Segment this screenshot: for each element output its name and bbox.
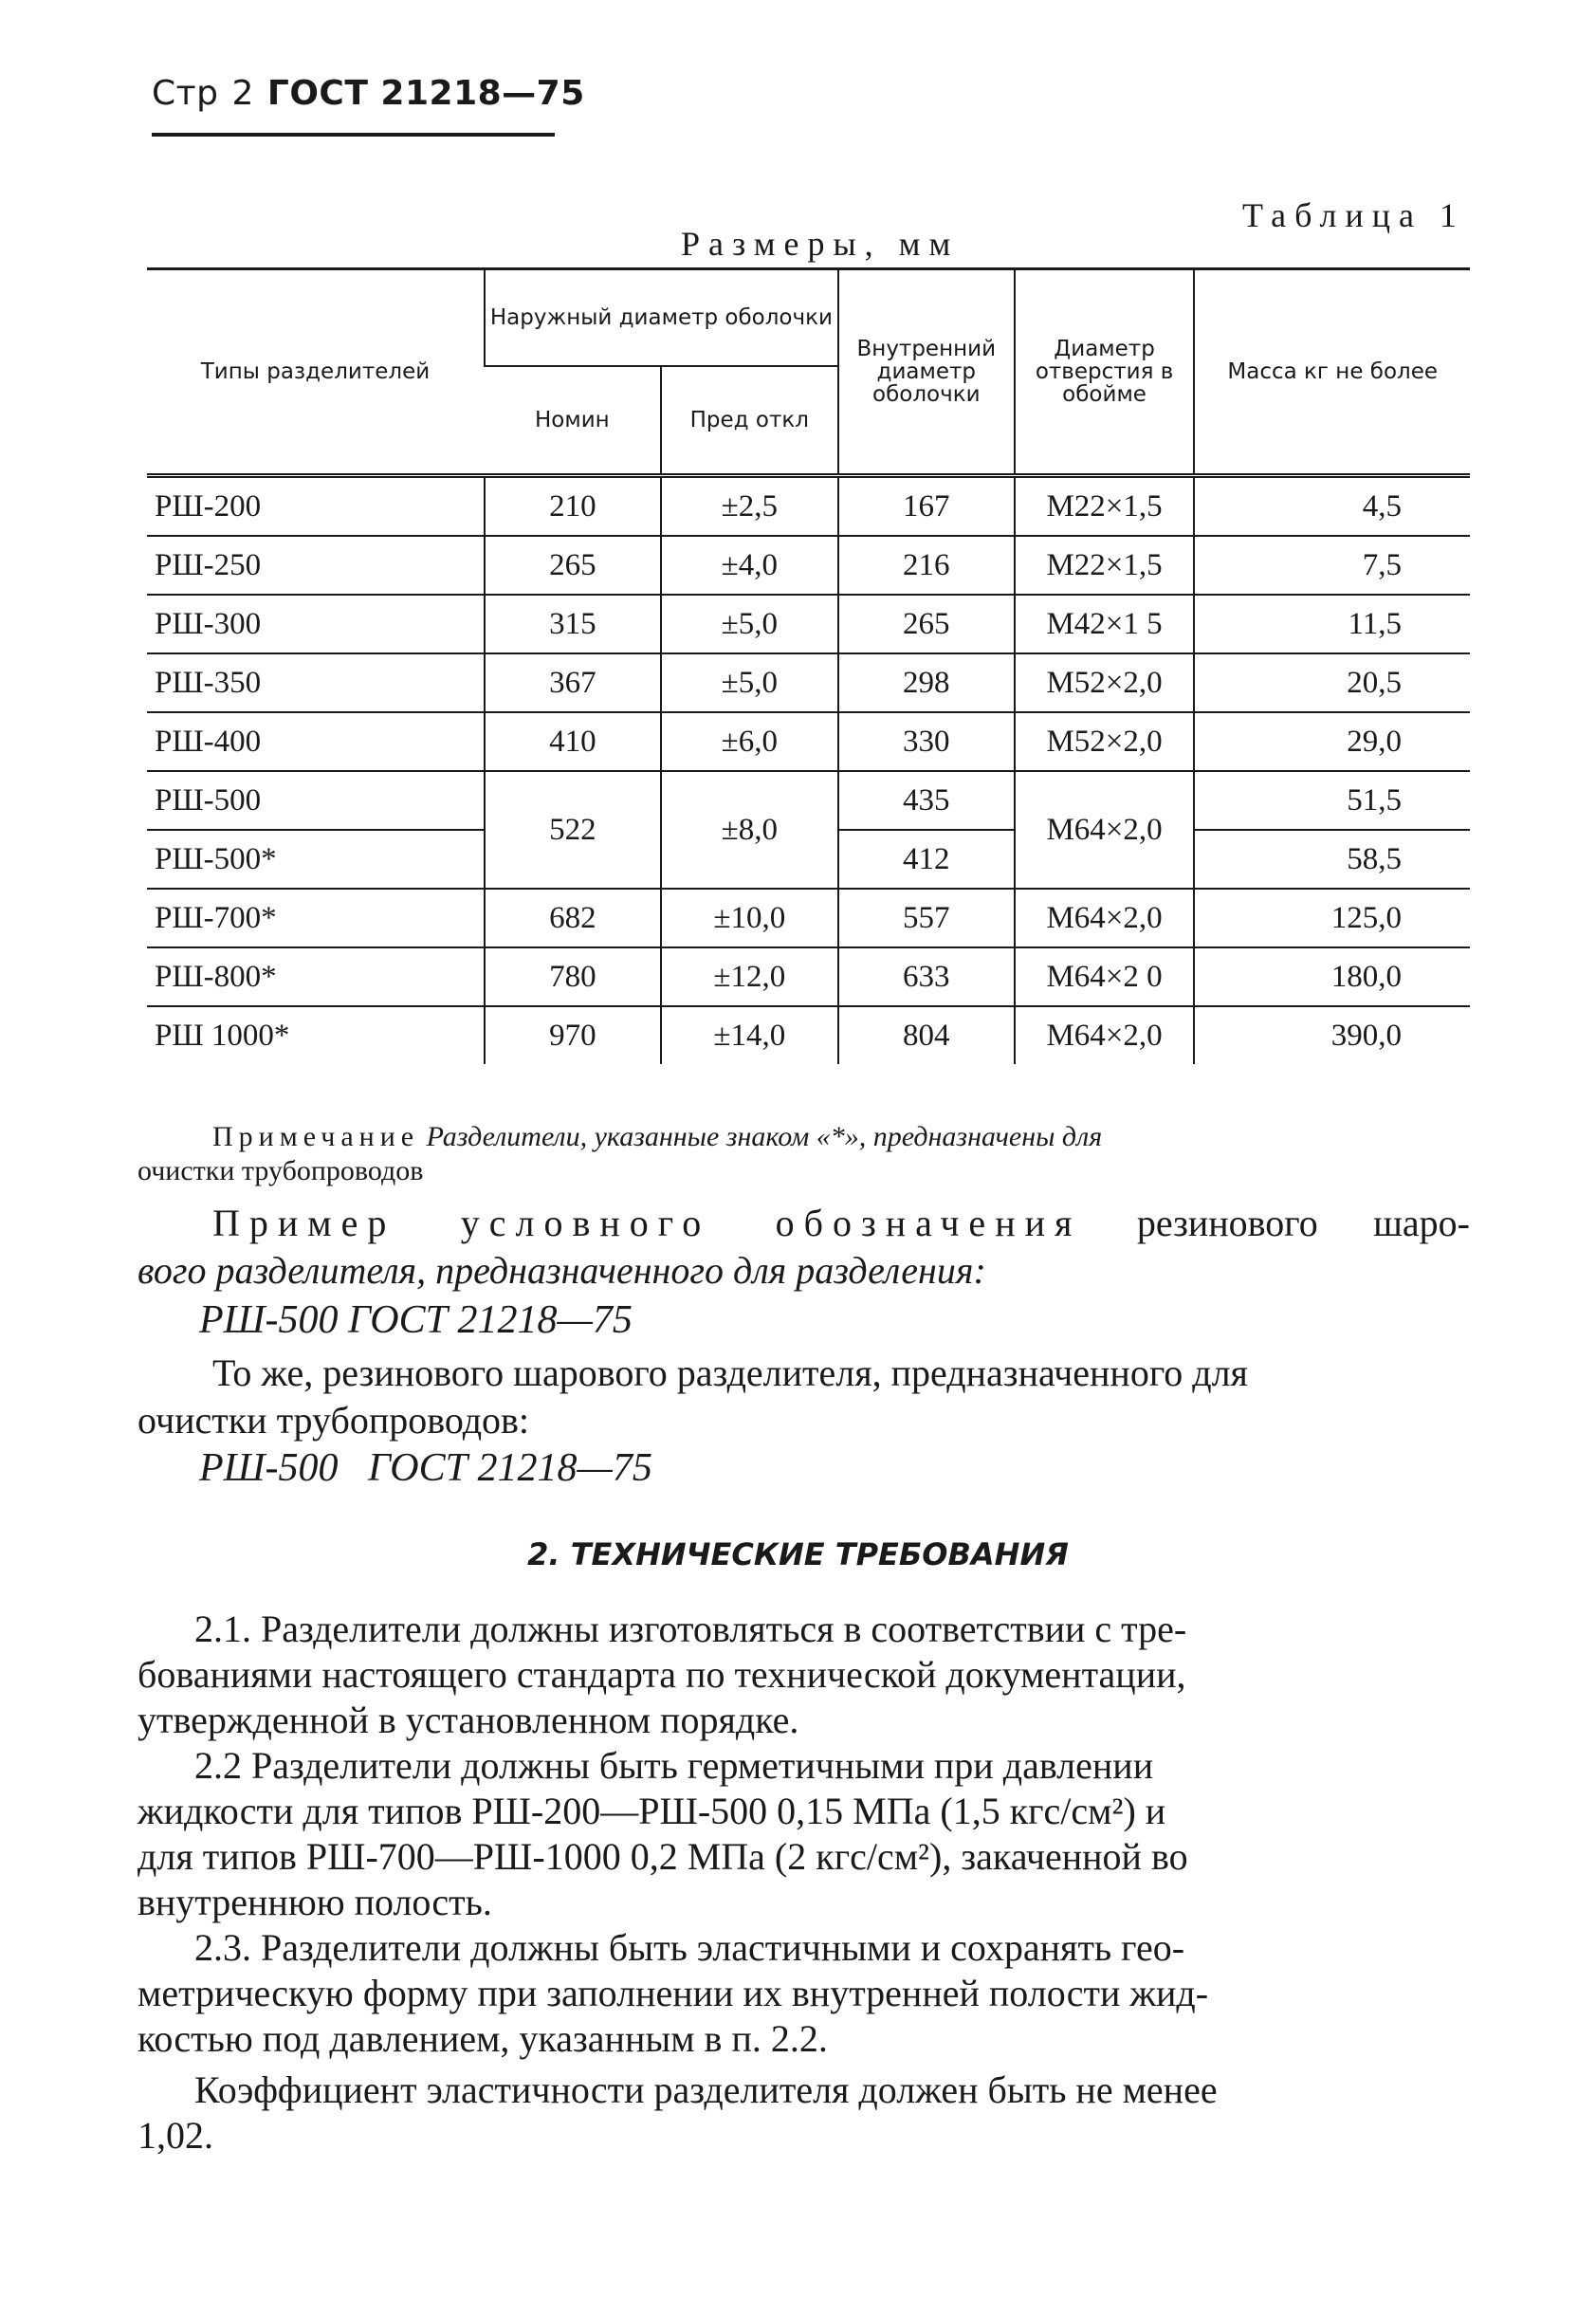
cell-type: РШ-500: [147, 771, 485, 830]
cell-inner: 804: [838, 1006, 1015, 1064]
body-line: утвержденной в установленном порядке.: [138, 1699, 799, 1741]
cell-nominal: 410: [485, 712, 661, 771]
example-line-2: вого разделителя, предназначенного для разделения:: [138, 1249, 986, 1292]
table-row: [147, 712, 1470, 771]
cell-nominal: 265: [485, 536, 661, 595]
col-outer: Наружный диаметр оболочки: [485, 269, 838, 367]
note-label: Примечание: [212, 1121, 420, 1152]
col-inner: Внутренний диаметр оболочки: [838, 269, 1015, 476]
cell-inner: 330: [838, 712, 1015, 771]
table-row: [147, 771, 1470, 830]
designation-1: РШ-500 ГОСТ 21218—75: [199, 1298, 633, 1342]
example-line-1: [212, 1201, 1470, 1246]
body-line: 2.1. Разделители должны изготовляться в соответствии с тре-: [194, 1608, 1187, 1650]
example-line-3: То же, резинового шарового разделителя, предназначенного для: [212, 1351, 1248, 1394]
table-row: [147, 536, 1470, 595]
cell-inner: 298: [838, 653, 1015, 712]
body-line: внутреннюю полость.: [138, 1881, 492, 1923]
cell-hole: M22×1,5: [1015, 536, 1195, 595]
cell-inner: 265: [838, 595, 1015, 653]
table-row: [147, 653, 1470, 712]
cell-mass: 20,5: [1194, 653, 1470, 712]
cell-nominal: 682: [485, 889, 661, 947]
cell-type: РШ-400: [147, 712, 485, 771]
cell-inner: 633: [838, 947, 1015, 1006]
cell-hole: M22×1,5: [1015, 476, 1195, 537]
cell-mass: 29,0: [1194, 712, 1470, 771]
body-line: костью под давлением, указанным в п. 2.2.: [138, 2017, 828, 2060]
cell-type: РШ-700*: [147, 889, 485, 947]
cell-hole: M52×2,0: [1015, 653, 1195, 712]
cell-mass: 180,0: [1194, 947, 1470, 1006]
table-row: [147, 1006, 1470, 1064]
cell-inner: 167: [838, 476, 1015, 537]
cell-nominal: 315: [485, 595, 661, 653]
designation-2: РШ-500 ГОСТ 21218—75: [199, 1446, 652, 1490]
cell-type: РШ-300: [147, 595, 485, 653]
body-line: 1,02.: [138, 2114, 213, 2157]
cell-deviation: ±10,0: [661, 889, 838, 947]
cell-deviation: ±5,0: [661, 653, 838, 712]
cell-inner: 557: [838, 889, 1015, 947]
cell-nominal: 522: [485, 771, 661, 889]
table-row: [147, 595, 1470, 653]
table-row: [147, 889, 1470, 947]
cell-type: РШ-200: [147, 476, 485, 537]
cell-mass: 51,5: [1194, 771, 1470, 830]
table-note: [212, 1119, 1470, 1155]
body-line: для типов РШ-700—РШ-1000 0,2 МПа (2 кгс/см²), закаченной во: [138, 1835, 1188, 1878]
col-hole: Диаметр отверстия в обойме: [1015, 269, 1195, 476]
cell-nominal: 367: [485, 653, 661, 712]
body-line: Коэффициент эластичности разделителя должен быть не менее: [194, 2068, 1218, 2111]
body-line: 2.2 Разделители должны быть герметичными при давлении: [194, 1744, 1154, 1787]
body-line: бованиями настоящего стандарта по технической документации,: [138, 1653, 1186, 1696]
standard-number: ГОСТ 21218—75: [266, 74, 585, 113]
header-rule: [152, 133, 555, 137]
cell-hole: M64×2,0: [1015, 771, 1195, 889]
body-line: метрическую форму при заполнении их внутренней полости жид-: [138, 1972, 1209, 2014]
cell-type: РШ-250: [147, 536, 485, 595]
body-line: жидкости для типов РШ-200—РШ-500 0,15 МПа (1,5 кгс/см²) и: [138, 1790, 1166, 1832]
cell-hole: M64×2,0: [1015, 889, 1195, 947]
cell-hole: M52×2,0: [1015, 712, 1195, 771]
cell-deviation: ±12,0: [661, 947, 838, 1006]
note-text: Разделители, указанные знаком «*», предназначены для: [426, 1121, 1103, 1152]
cell-mass: 125,0: [1194, 889, 1470, 947]
page-number: 2: [231, 74, 254, 113]
col-deviation: Пред откл: [661, 366, 838, 476]
cell-hole: M42×1 5: [1015, 595, 1195, 653]
dimensions-table: [147, 267, 1470, 1064]
table-row: [147, 476, 1470, 537]
cell-nominal: 970: [485, 1006, 661, 1064]
cell-mass: 7,5: [1194, 536, 1470, 595]
example-lead: Пример условного обозначения: [212, 1202, 1082, 1244]
cell-type: РШ-350: [147, 653, 485, 712]
cell-deviation: ±2,5: [661, 476, 838, 537]
note-continuation: очистки трубопроводов: [138, 1155, 424, 1186]
cell-hole: M64×2 0: [1015, 947, 1195, 1006]
cell-mass: 11,5: [1194, 595, 1470, 653]
col-nominal: Номин: [485, 366, 661, 476]
section-title: 2. ТЕХНИЧЕСКИЕ ТРЕБОВАНИЯ: [527, 1536, 1069, 1572]
cell-inner: 435: [838, 771, 1015, 830]
cell-nominal: 210: [485, 476, 661, 537]
page-header: [152, 74, 585, 113]
body-line: 2.3. Разделители должны быть эластичными и сохранять гео-: [194, 1926, 1185, 1969]
table-units: Размеры, мм: [681, 225, 960, 263]
example-line-4: очистки трубопроводов:: [138, 1399, 530, 1442]
cell-deviation: ±4,0: [661, 536, 838, 595]
page-prefix: Стр: [152, 74, 219, 113]
cell-mass: 4,5: [1194, 476, 1470, 537]
table-row: [147, 947, 1470, 1006]
cell-type: РШ 1000*: [155, 1018, 290, 1053]
table-number: Таблица 1: [1242, 196, 1465, 234]
cell-deviation: ±8,0: [661, 771, 838, 889]
cell-deviation: ±14,0: [661, 1006, 838, 1064]
cell-type: РШ-800*: [147, 947, 485, 1006]
cell-mass: 58,5: [1194, 830, 1470, 889]
cell-nominal: 780: [485, 947, 661, 1006]
cell-deviation: ±5,0: [661, 595, 838, 653]
cell-hole: M64×2,0: [1015, 1006, 1195, 1064]
cell-inner: 412: [838, 830, 1015, 889]
cell-inner: 216: [838, 536, 1015, 595]
cell-mass: 390,0: [1194, 1006, 1470, 1064]
cell-deviation: ±6,0: [661, 712, 838, 771]
example-line1-rest: резинового шаро-: [1136, 1202, 1470, 1244]
cell-type: РШ-500*: [147, 830, 485, 889]
col-mass: Масса кг не более: [1194, 269, 1470, 476]
col-types: Типы разделителей: [147, 269, 485, 476]
